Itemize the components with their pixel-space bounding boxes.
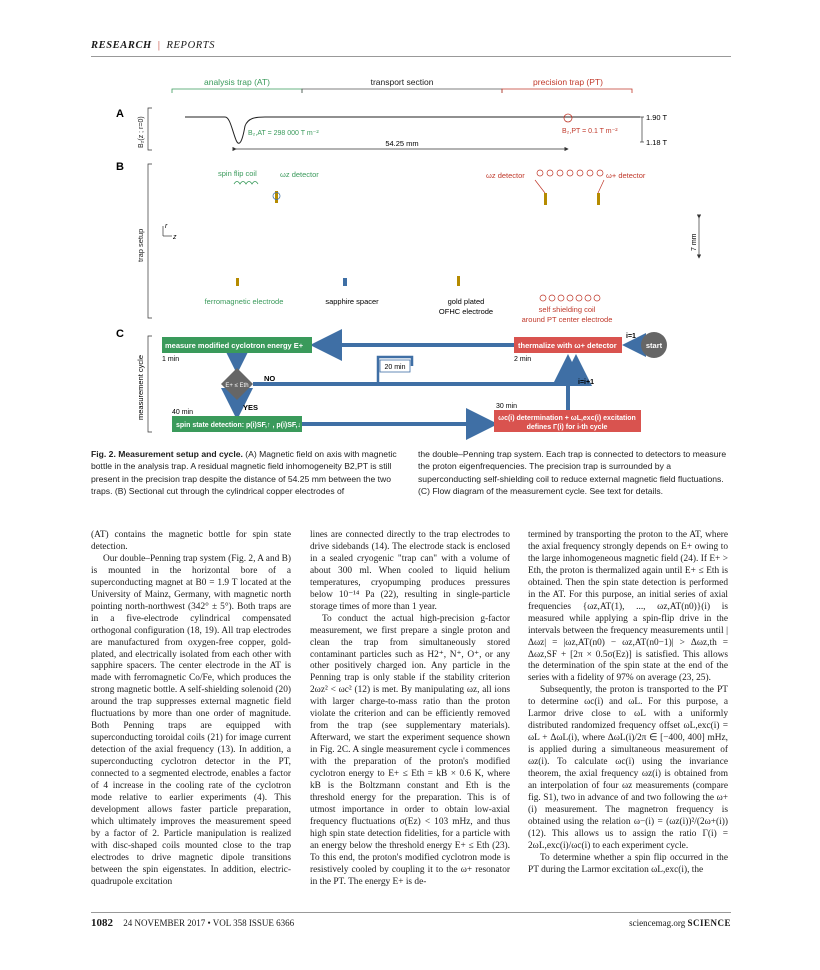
spin-flip-coil-label: spin flip coil — [218, 169, 257, 178]
determination-label-2: defines Γ(i) for i-th cycle — [526, 424, 608, 431]
pt-detector-icon — [544, 193, 547, 205]
panel-c-side-label: measurement cycle — [136, 354, 145, 420]
label-analysis-trap: analysis trap (AT) — [204, 77, 270, 87]
at-bracket — [172, 89, 302, 93]
panel-a-yaxis: B₂(z ; r=0) — [138, 116, 145, 148]
r-axis-label: r — [165, 223, 168, 230]
page-footer — [91, 917, 731, 929]
wz-detector-at-label: ωz detector — [280, 170, 319, 179]
pt-marker — [564, 114, 572, 122]
body-column-2 — [310, 530, 510, 889]
selfcoil-label-line2: around PT center electrode — [521, 315, 613, 324]
panel-label-c: C — [116, 328, 124, 340]
selfcoil-label-line1: self shielding coil — [538, 305, 596, 314]
ferro-electrode-icon — [236, 278, 239, 286]
panel-label-b: B — [116, 161, 124, 173]
body-column-3 — [528, 530, 728, 877]
panel-label-a: A — [116, 108, 124, 120]
footer-right — [629, 918, 731, 928]
determination-time: 30 min — [496, 403, 518, 410]
header-subsection: REPORTS — [166, 40, 216, 51]
page-number: 1082 — [91, 917, 113, 929]
sapphire-label: sapphire spacer — [325, 297, 379, 306]
spin-label: spin state detection: p(i)SF,↑ , p(i)SF,↓ — [176, 422, 301, 429]
wplus-detector-label: ω+ detector — [606, 171, 646, 180]
panel-b-bracket — [148, 164, 152, 318]
panel-c-bracket — [148, 336, 152, 432]
spin-flip-coil-icon — [234, 182, 258, 185]
paragraph: (AT) contains the magnetic bottle for spin state detection. — [91, 530, 291, 552]
journal-brand: SCIENCE — [687, 918, 731, 928]
figure-2 — [0, 0, 820, 445]
panel-a-bracket — [148, 108, 152, 150]
paragraph: Subsequently, the proton is transported to the PT to determine ωc(i) and ωL. For this purpose, a Larmor drive close to ωL with a uniformly distributed randomized frequency offset ωL,exc(i) = ωL + ΔωL(i), where ΔωL(i)/2π ∈ [−400, 400] mHz, is applied during a simultaneous measurement of ωz(i). To calculate ωc(i) using the invariance theorem, the axial frequency ωz(i) is obtained from an interpolation of four ωz measurements (compare fig. S1), two in advance of and two following the ω+(i) measurement. The magnetron frequency is obtained using the relation ω−(i) = (ωz(i))²/(2ω+(i)) (12). This allows us to assign the ratio Γ(i) = 2ωL,exc(i)/ωc(i) to each experiment cycle. — [528, 685, 728, 851]
spin-time: 40 min — [172, 409, 194, 416]
field-bottom-value: 1.18 T — [646, 138, 668, 147]
transport-bracket — [302, 89, 502, 93]
site-url: sciencemag.org — [629, 918, 686, 928]
paragraph: lines are connected directly to the trap electrodes to drive sidebands (14). The electrode stack is enclosed in a sealed cryogenic "trap can" with a volume of about 300 ml. When cooled to liquid helium temperatures, cryopumping produces pressures below 10⁻¹⁴ Pa (22), resulting in single-particle storage times of more than 1 year. — [310, 530, 510, 612]
pt-coil-top-icon — [537, 170, 603, 176]
sapphire-icon — [343, 278, 347, 286]
panel-b-side-label: trap setup — [136, 228, 145, 262]
pt-bracket — [502, 89, 632, 93]
thermalize-label: thermalize with ω+ detector — [518, 341, 617, 350]
paragraph: To determine whether a spin flip occurred in the PT during the Larmor excitation ωL,exc(i), the — [528, 852, 728, 875]
caption-title: Fig. 2. Measurement setup and cycle. — [91, 449, 243, 459]
body-column-1 — [91, 530, 291, 889]
determination-label-1: ωc(i) determination + ωL,exc(i) excitation — [498, 415, 636, 422]
caption-left-column — [91, 448, 405, 498]
pt-coil-bottom-icon — [540, 295, 600, 301]
z-axis-label: z — [173, 234, 177, 241]
gold-label-line1: gold plated — [447, 297, 485, 306]
scale-label: 7 mm — [691, 233, 698, 251]
issue-date: 24 NOVEMBER 2017 • VOL 358 ISSUE 6366 — [123, 918, 295, 928]
gold-electrode-icon — [457, 276, 460, 286]
b2-at-label: B₂,AT = 298 000 T m⁻² — [248, 130, 319, 137]
i-init-label: i=1 — [626, 333, 636, 340]
arrow-no-loop — [253, 362, 576, 384]
header-separator: | — [157, 40, 161, 51]
gold-label-line2: OFHC electrode — [438, 307, 494, 316]
paragraph: termined by transporting the proton to the AT, where the axial frequency strongly depends on E+ owing to the large inhomogeneous magnetic field (24). If E+ > Eth, the proton is thermalized again until E+ ≤ Eth is obtained. Then the spin state detection is performed in the AT. For this purpose, an initial series of axial frequencies {ωz,AT(1), ..., ωz,AT(n0)}(i) is measured while applying a spin-flip drive in the intervals between the frequency measurements until |Δωz| = |ωz,AT(n0) − ωz,AT(n0−1)| > Δωz,th = Δωz,SF + [2π × 0.5σ(Ez)] is satisfied. This allows the determination of the spin state at the end of the series with a fidelity of 97% on average (23, 25). — [528, 530, 728, 684]
thermalize-time: 2 min — [514, 356, 532, 363]
start-label: start — [645, 341, 663, 350]
caption-left-text: (A) Magnetic field on axis with magnetic bottle in the analysis trap. A residual magnetic field inhomogeneity B2,PT is still present in the precision trap despite the distance of 54.25 mm between the two traps. (B) Sectional cut through the cylindrical copper electrodes of — [91, 449, 397, 497]
paragraph: To conduct the actual high-precision g-factor measurement, we first prepare a single proton and clean the trap from simultaneously stored contaminant particles such as H2⁺, N⁺, O⁺, or any other positively charged ion. Any particle in the Penning trap is only stable if the stability criterion 2ωz² < ωc² (12) is met. By manipulating ωz, all ions with larger charge-to-mass ratio than the proton violate the criterion and can be efficiently removed from the trap (see supplementary materials). Afterward, we start the experiment sequence shown in Fig. 2C. A single measurement cycle i commences with the preparation of the proton's modified cyclotron energy to E+ ≤ Eth = kB × 0.6 K, where kB is the Boltzmann constant and Eth is the threshold energy for the preparation. This is of utmost importance in order to obtain low-axial frequency fluctuations σ(Ez) < 103 mHz, and thus high spin state detection fidelities, for a particle with an energy below the threshold energy E+ ≤ Eth (23). To this end, the proton's modified cyclotron mode is resistively cooled by coupling it to the ω+ resonator in the PT. The energy E+ is de- — [310, 613, 510, 887]
label-transport-section: transport section — [370, 77, 434, 87]
header-section: RESEARCH — [91, 40, 152, 51]
wz-detector-pt-label: ωz detector — [486, 171, 525, 180]
distance-label: 54.25 mm — [385, 139, 419, 148]
b2-pt-label: B₂,PT = 0.1 T m⁻² — [562, 128, 618, 135]
measure-time: 1 min — [162, 356, 180, 363]
label-precision-trap: precision trap (PT) — [533, 77, 603, 87]
yes-label: YES — [243, 403, 259, 412]
caption-right-text: the double–Penning trap system. Each trap is connected to detectors to measure the proton eigenfrequencies. The precision trap is surrounded by a superconducting self-shielding coil to reduce external magnetic field fluctuations. (C) Flow diagram of the measurement cycle. See text for details. — [418, 449, 727, 497]
pt-wplus-detector-icon — [597, 193, 600, 205]
t20-label: 20 min — [384, 364, 406, 371]
no-label: NO — [264, 374, 276, 383]
decision-label: E+ ≤ Eth — [225, 383, 249, 389]
i-increment-label: i=i+1 — [578, 379, 594, 386]
footer-rule — [91, 912, 731, 913]
measure-box-label: measure modified cyclotron energy E+ — [165, 341, 304, 350]
field-top-value: 1.90 T — [646, 113, 668, 122]
ferro-label: ferromagnetic electrode — [204, 297, 284, 306]
paragraph: Our double–Penning trap system (Fig. 2, A and B) is mounted in the horizontal bore of a superconducting magnet at B0 = 1.9 T located at the University of Mainz, Germany, with magnetic north pointing north-northwest (342° ± 5°). Both traps are in a five-electrode cylindrical compensated orthogonal configuration (18, 19). All trap electrodes are manufactured from oxygen-free copper, gold-plated, and electrically isolated from each other with sapphire spacers. The center electrode in the AT is made with ferromagnetic Co/Fe, which produces the strong magnetic bottle. A self-shielding solenoid (20) around the trap suppresses external magnetic field fluctuations by more than one order of magnitude. Both Penning traps are equipped with superconducting toroidal coils (21) for image current detection of the axial frequency (13). In addition, a superconducting cyclotron detector in the PT, connected to a segmented electrode, enables a factor of 4 increase in the cooling rate of the cyclotron mode relative to earlier experiments (4). This development allows faster particle preparation, which ultimately improves the measurement speed by a factor of 2. Particle manipulation is realized with disc-shaped coils mounted close to the trap electrodes to drive magnetic dipole transitions between the spin eigenstates. In addition, electric-quadrupole excitation — [91, 553, 291, 887]
